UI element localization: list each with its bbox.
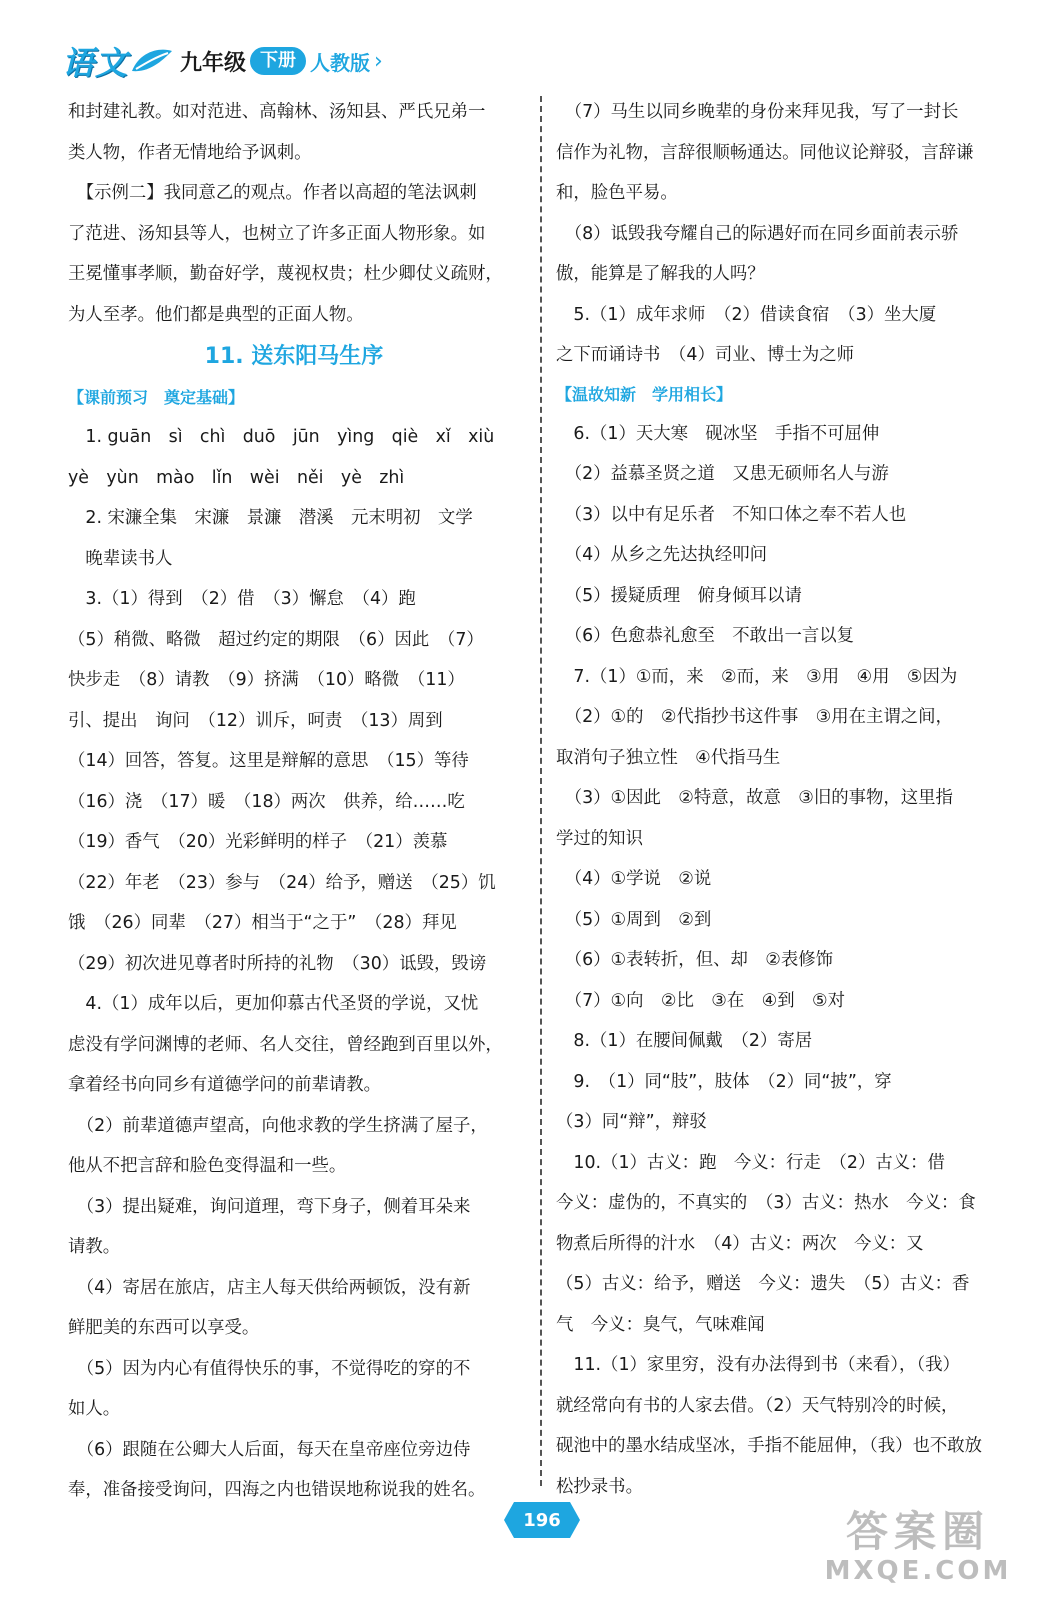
text-line: 【示例二】我同意乙的观点。作者以高超的笔法讽刺 (68, 183, 477, 203)
watermark-logo-text: 答案圈 (845, 1507, 990, 1556)
text-line: 类人物，作者无情地给予讽刺。 (68, 142, 312, 163)
text-line: 傲，能算是了解我的人吗？ (556, 264, 765, 284)
text-line: （7）①向 ②比 ③在 ④到 ⑤对 (556, 990, 846, 1011)
text-line: 松抄录书。 (556, 1476, 643, 1497)
text-line: （3）同“辩”，辩驳 (556, 1112, 707, 1132)
text-line: 晚辈读书人 (68, 548, 173, 569)
section-tag-preview: 【课前预习 奠定基础】 (68, 388, 245, 407)
text-line: （2）①的 ②代指抄书这件事 ③用在主谓之间， (556, 707, 953, 727)
right-text-block-top (556, 92, 1004, 376)
section-tag-review: 【温故知新 学用相长】 (556, 384, 733, 404)
text-line: （16）浇 （17）暖 （18）两次 供养，给……吃 (68, 791, 465, 812)
text-line: 如人。 (68, 1399, 121, 1419)
text-line: （5）因为内心有值得快乐的事，不觉得吃的穿的不 (68, 1358, 471, 1379)
text-line: 砚池中的墨水结成坚冰，手指不能屈伸，（我）也不敢放 (556, 1436, 983, 1456)
text-line: （4）从乡之先达执经叩问 (556, 545, 768, 565)
text-line: （6）跟随在公卿大人后面，每天在皇帝座位旁边侍 (68, 1439, 471, 1460)
text-line: 取消句子独立性 ④代指马生 (556, 747, 781, 768)
text-line: 就经常向有书的人家去借。（2）天气特别冷的时候， (556, 1395, 959, 1416)
text-line: 5.（1）成年求师 （2）借读食宿 （3）坐大厦 (556, 304, 937, 325)
text-line: （2）前辈道德声望高，向他求教的学生挤满了屋子， (68, 1115, 488, 1136)
text-line: 4.（1）成年以后，更加仰慕古代圣贤的学说，又忧 (68, 994, 479, 1014)
text-line: （2）益慕圣贤之道 又患无硕师名人与游 (556, 464, 889, 484)
text-line: （5）古义：给予，赠送 今义：遗失 （5）古义：香 (556, 1274, 970, 1294)
column-divider (540, 96, 542, 1486)
text-line: 信作为礼物，言辞很顺畅通达。同他议论辩驳，言辞谦 (556, 142, 974, 163)
text-line: （6）①表转折，但、却 ②表修饰 (556, 950, 834, 970)
text-line: 之下而诵诗书 （4）司业、博士为之师 (556, 345, 855, 365)
text-line: （14）回答，答复。这里是辩解的意思 （15）等待 (68, 751, 469, 771)
text-line: 物煮后所得的汁水 （4）古义：两次 今义：又 (556, 1233, 924, 1254)
text-line: （8）诋毁我夸耀自己的际遇好而在同乡面前表示骄 (556, 223, 959, 244)
text-line: （3）以中有足乐者 不知口体之奉不若人也 (556, 504, 907, 525)
text-line: 1. guān sì chì duō jūn yìng qiè xǐ xiù (68, 427, 495, 447)
text-line: 2. 宋濂全集 宋濂 景濂 潜溪 元末明初 文学 (68, 508, 473, 528)
right-text-block-bottom (556, 414, 1004, 1508)
text-line: （4）寄居在旅店，店主人每天供给两顿饭，没有新 (68, 1277, 471, 1298)
text-line: （22）年老 （23）参与 （24）给予，赠送 （25）饥 (68, 872, 496, 893)
text-line: 饿 （26）同辈 （27）相当于“之于” （28）拜见 (68, 913, 457, 933)
left-text-block-top (68, 92, 520, 335)
text-line: 今义：虚伪的，不真实的 （3）古义：热水 今义：食 (556, 1193, 976, 1213)
text-line: 为人至孝。他们都是典型的正面人物。 (68, 304, 364, 325)
text-line: 鲜肥美的东西可以享受。 (68, 1318, 260, 1338)
subject-logo: 语文 (62, 44, 129, 82)
text-line: （19）香气 （20）光彩鲜明的样子 （21）羡慕 (68, 832, 448, 852)
text-line: 学过的知识 (556, 828, 643, 849)
text-line: 10.（1）古义：跑 今义：行走 （2）古义：借 (556, 1152, 945, 1173)
watermark (818, 1508, 1018, 1592)
page-number-badge (502, 1500, 582, 1540)
text-line: （7）马生以同乡晚辈的身份来拜见我，写了一封长 (556, 102, 959, 122)
text-line: 6.（1）天大寒 砚冰坚 手指不可屈伸 (556, 423, 880, 444)
text-line: 引、提出 询问 （12）训斥，呵责 （13）周到 (68, 710, 443, 731)
text-line: （3）①因此 ②特意，故意 ③旧的事物，这里指 (556, 788, 953, 808)
text-line: （5）援疑质理 俯身倾耳以请 (556, 585, 802, 606)
text-line: （4）①学说 ②说 (556, 869, 712, 889)
book-header (62, 40, 383, 82)
text-line: 虑没有学问渊博的老师、名人交往，曾经跑到百里以外， (68, 1034, 503, 1055)
text-line: 他从不把言辞和脸色变得温和一些。 (68, 1156, 347, 1176)
text-line: （5）稍微、略微 超过约定的期限 （6）因此 （7） (68, 629, 484, 650)
right-column (556, 92, 1004, 1507)
watermark-url: MXQE.COM (824, 1556, 1012, 1586)
grade-label: 九年级 (180, 50, 247, 76)
text-line: 王冕懂事孝顺，勤奋好学，蔑视权贵；杜少卿仗义疏财， (68, 264, 503, 284)
text-line: 了范进、汤知县等人，也树立了许多正面人物形象。如 (68, 223, 486, 244)
text-line: 9. （1）同“肢”，肢体 （2）同“披”，穿 (556, 1071, 892, 1092)
text-line: （29）初次进见尊者时所持的礼物 （30）诋毁，毁谤 (68, 953, 487, 974)
section-title: 11. 送东阳马生序 (204, 344, 384, 369)
left-text-block-bottom (68, 417, 520, 1511)
text-line: （5）①周到 ②到 (556, 909, 712, 930)
chevron-right-icon: › (374, 48, 383, 74)
text-line: 气 今义：臭气，气味难闻 (556, 1314, 765, 1335)
text-line: yè yùn mào lǐn wèi něi yè zhì (68, 467, 405, 488)
text-line: （3）提出疑难，询问道理，弯下身子，侧着耳朵来 (68, 1196, 471, 1217)
edition-label: 人教版 (310, 50, 371, 75)
text-line: 奉，准备接受询问，四海之内也错误地称说我的姓名。 (68, 1480, 486, 1500)
page-number: 196 (523, 1509, 561, 1531)
volume-badge: 下册 (250, 47, 306, 75)
left-column (68, 92, 520, 1511)
text-line: 快步走 （8）请教 （9）挤满 （10）略微 （11） (68, 670, 465, 690)
leaf-logo-icon (130, 47, 174, 75)
text-line: （6）色愈恭礼愈至 不敢出一言以复 (556, 626, 855, 646)
text-line: 和封建礼教。如对范进、高翰林、汤知县、严氏兄弟一 (68, 102, 486, 122)
text-line: 8.（1）在腰间佩戴 （2）寄居 (556, 1031, 813, 1051)
text-line: 请教。 (68, 1237, 121, 1257)
text-line: 11.（1）家里穷，没有办法得到书（来看），（我） (556, 1355, 960, 1375)
text-line: 拿着经书向同乡有道德学问的前辈请教。 (68, 1075, 382, 1095)
text-line: 和，脸色平易。 (556, 183, 678, 203)
text-line: 7.（1）①而，来 ②而，来 ③用 ④用 ⑤因为 (556, 666, 958, 687)
text-line: 3.（1）得到 （2）借 （3）懈怠 （4）跑 (68, 589, 416, 609)
